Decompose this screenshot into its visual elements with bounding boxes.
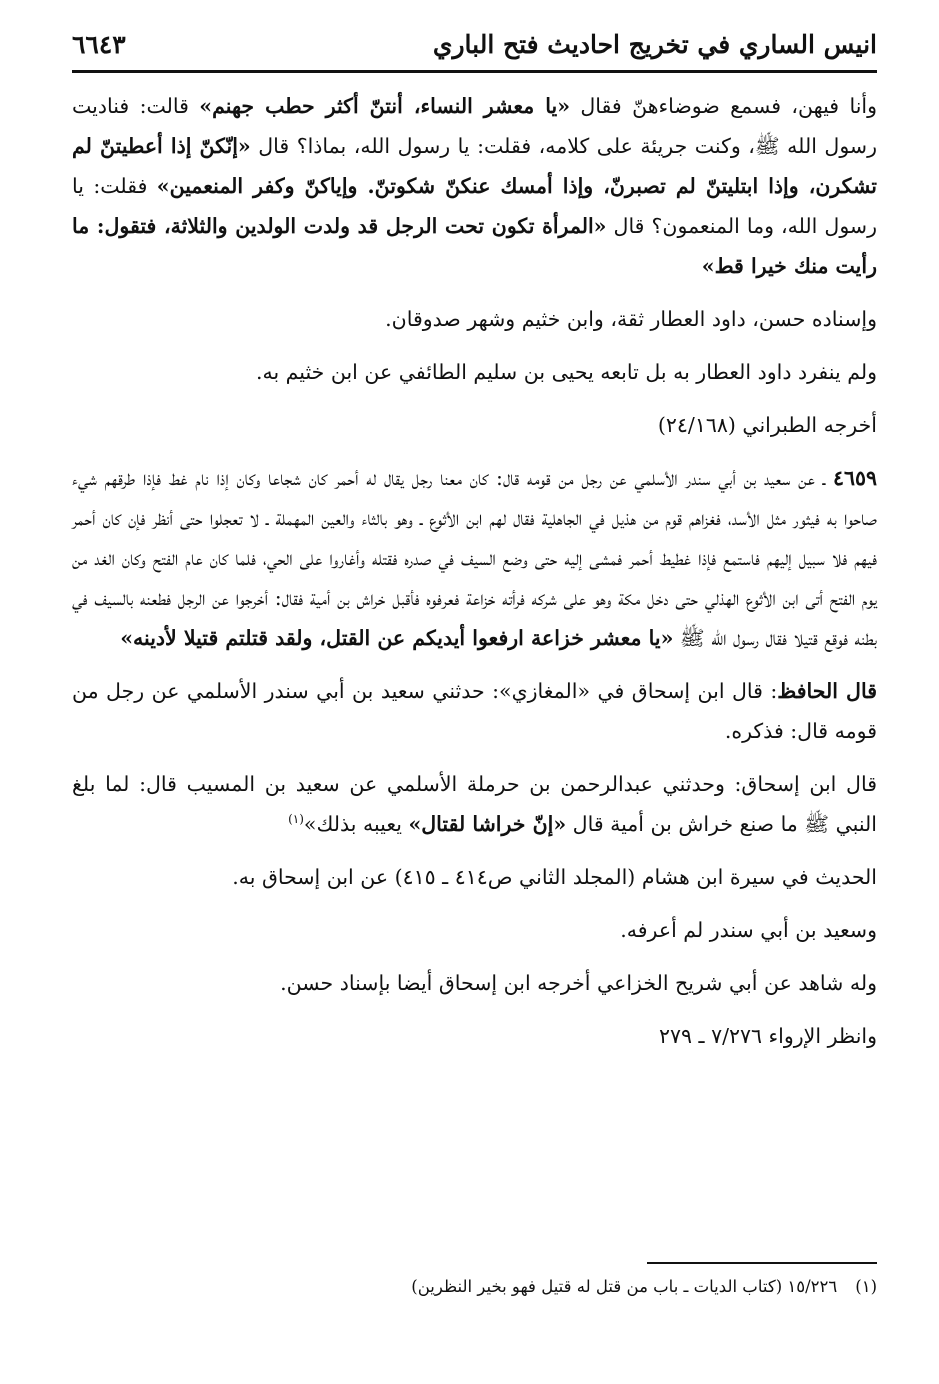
text-run: قال ابن إسحاق: وحدثني عبدالرحمن بن حرملة الأسلمي عن سعيد بن المسيب قال: لما بلغ النبي ﷺ ما صنع خراش بن أمية قال: [72, 772, 877, 836]
text-run: يعيبه بذلك»: [303, 812, 409, 836]
prophetic-quote: «يا معشر النساء، أنتنّ أكثر حطب جهنم»: [199, 94, 571, 118]
running-header: [72, 20, 877, 68]
header-rule: [72, 70, 877, 73]
paragraph-qal-al-hafiz: [72, 671, 877, 751]
paragraph-isnad-grade: وإسناده حسن، داود العطار ثقة، وابن خثيم وشهر صدوقان.: [385, 307, 877, 331]
paragraph-sirah-reference: الحديث في سيرة ابن هشام (المجلد الثاني ص٤١٤ ـ ٤١٥) عن ابن إسحاق به.: [232, 865, 877, 889]
paragraph-hadith-4659: [72, 458, 877, 658]
footnote-marker: (١): [855, 1277, 877, 1296]
prophetic-quote: «إنّ خراشا لقتال»: [408, 812, 567, 836]
paragraph-unknown-narrator: وسعيد بن أبي سندر لم أعرفه.: [620, 918, 877, 942]
paragraph-hadith-continuation: [72, 86, 877, 286]
paragraph-shahid: وله شاهد عن أبي شريح الخزاعي أخرجه ابن إسحاق أيضا بإسناد حسن.: [280, 971, 877, 995]
footnote-text: ١٥/٢٢٦ (كتاب الديات ـ باب من قتل له قتيل فهو بخير النظرين): [411, 1277, 838, 1296]
paragraph-ibn-ishaq: [72, 764, 877, 844]
hadith-number: ٤٦٥٩: [832, 466, 877, 490]
prophetic-quote: «المرأة تكون تحت الرجل قد ولدت الولدين والثلاثة، فتقول: ما رأيت منك خيرا قط»: [72, 214, 877, 278]
text-run: : قال ابن إسحاق في «المغازي»: حدثني سعيد بن أبي سندر الأسلمي عن رجل من قومه قال: فذكره.: [72, 679, 877, 743]
text-run: ـ عن سعيد بن أبي سندر الأسلمي عن رجل من قومه قال: كان معنا رجل يقال له أحمر كان شجاعا وكان إذا نام غط فإذا طرقهم شيء صاحوا به فيثور مثل الأسد، فغزاهم قوم من هذيل في الجاهلية فقال لهم ابن الأثوع ـ وهو بالثاء والعين المهملة ـ لا تعجلوا حتى أنظر فإن كان أحمر فيهم فلا سبيل إليهم فاستمع فإذا غطيط أحمر فمشى إليه حتى وضع السيف في صدره فقتله وأغاروا على الحي، فلما كان عام الفتح وكان الغد من يوم الفتح أتى ابن الأثوع الهذلي حتى دخل مكة وهو على شركه فرأته خزاعة فعرفوه فأقبل خراش بن أمية فقال: أخرجوا عن الرجل فطعنه بالسيف في بطنه فوقع قتيلا فقال رسول الله ﷺ: [72, 466, 877, 650]
paragraph-mutabaa: ولم ينفرد داود العطار به بل تابعه يحيى بن سليم الطائفي عن ابن خثيم به.: [255, 360, 877, 384]
label-qal-al-hafiz: قال الحافظ: [777, 679, 877, 703]
paragraph-takhrij: أخرجه الطبراني (٢٤/١٦٨): [657, 413, 877, 437]
paragraph-irwa-reference: وانظر الإرواء ٧/٢٧٦ ـ ٢٧٩: [658, 1024, 877, 1048]
page-number: ٦٦٤٣: [72, 29, 126, 59]
text-run: فقلت: يا رسول الله، وما المنعمون؟ قال: [72, 174, 877, 238]
footnote-rule: [647, 1262, 877, 1264]
main-text: [72, 86, 877, 1056]
footnote-reference[interactable]: (١): [288, 812, 304, 827]
prophetic-quote: «إنّكنّ إذا أعطيتنّ لم تشكرن، وإذا ابتليتنّ لم تصبرنّ، وإذا أمسك عنكنّ شكوتنّ. وإياكنّ وكفر المنعمين»: [72, 134, 877, 198]
prophetic-quote: «يا معشر خزاعة ارفعوا أيديكم عن القتل، ولقد قتلتم قتيلا لأدينه»: [120, 626, 674, 650]
text-run: قالت: فناديت رسول الله ﷺ، وكنت جريئة على كلامه، فقلت: يا رسول الله، بماذا؟ قال: [72, 94, 877, 158]
book-title: انيس الساري في تخريج احاديث فتح الباري: [432, 29, 877, 59]
text-run: وأنا فيهن، فسمع ضوضاءهنّ فقال: [570, 94, 878, 118]
footnote: [72, 1272, 877, 1302]
